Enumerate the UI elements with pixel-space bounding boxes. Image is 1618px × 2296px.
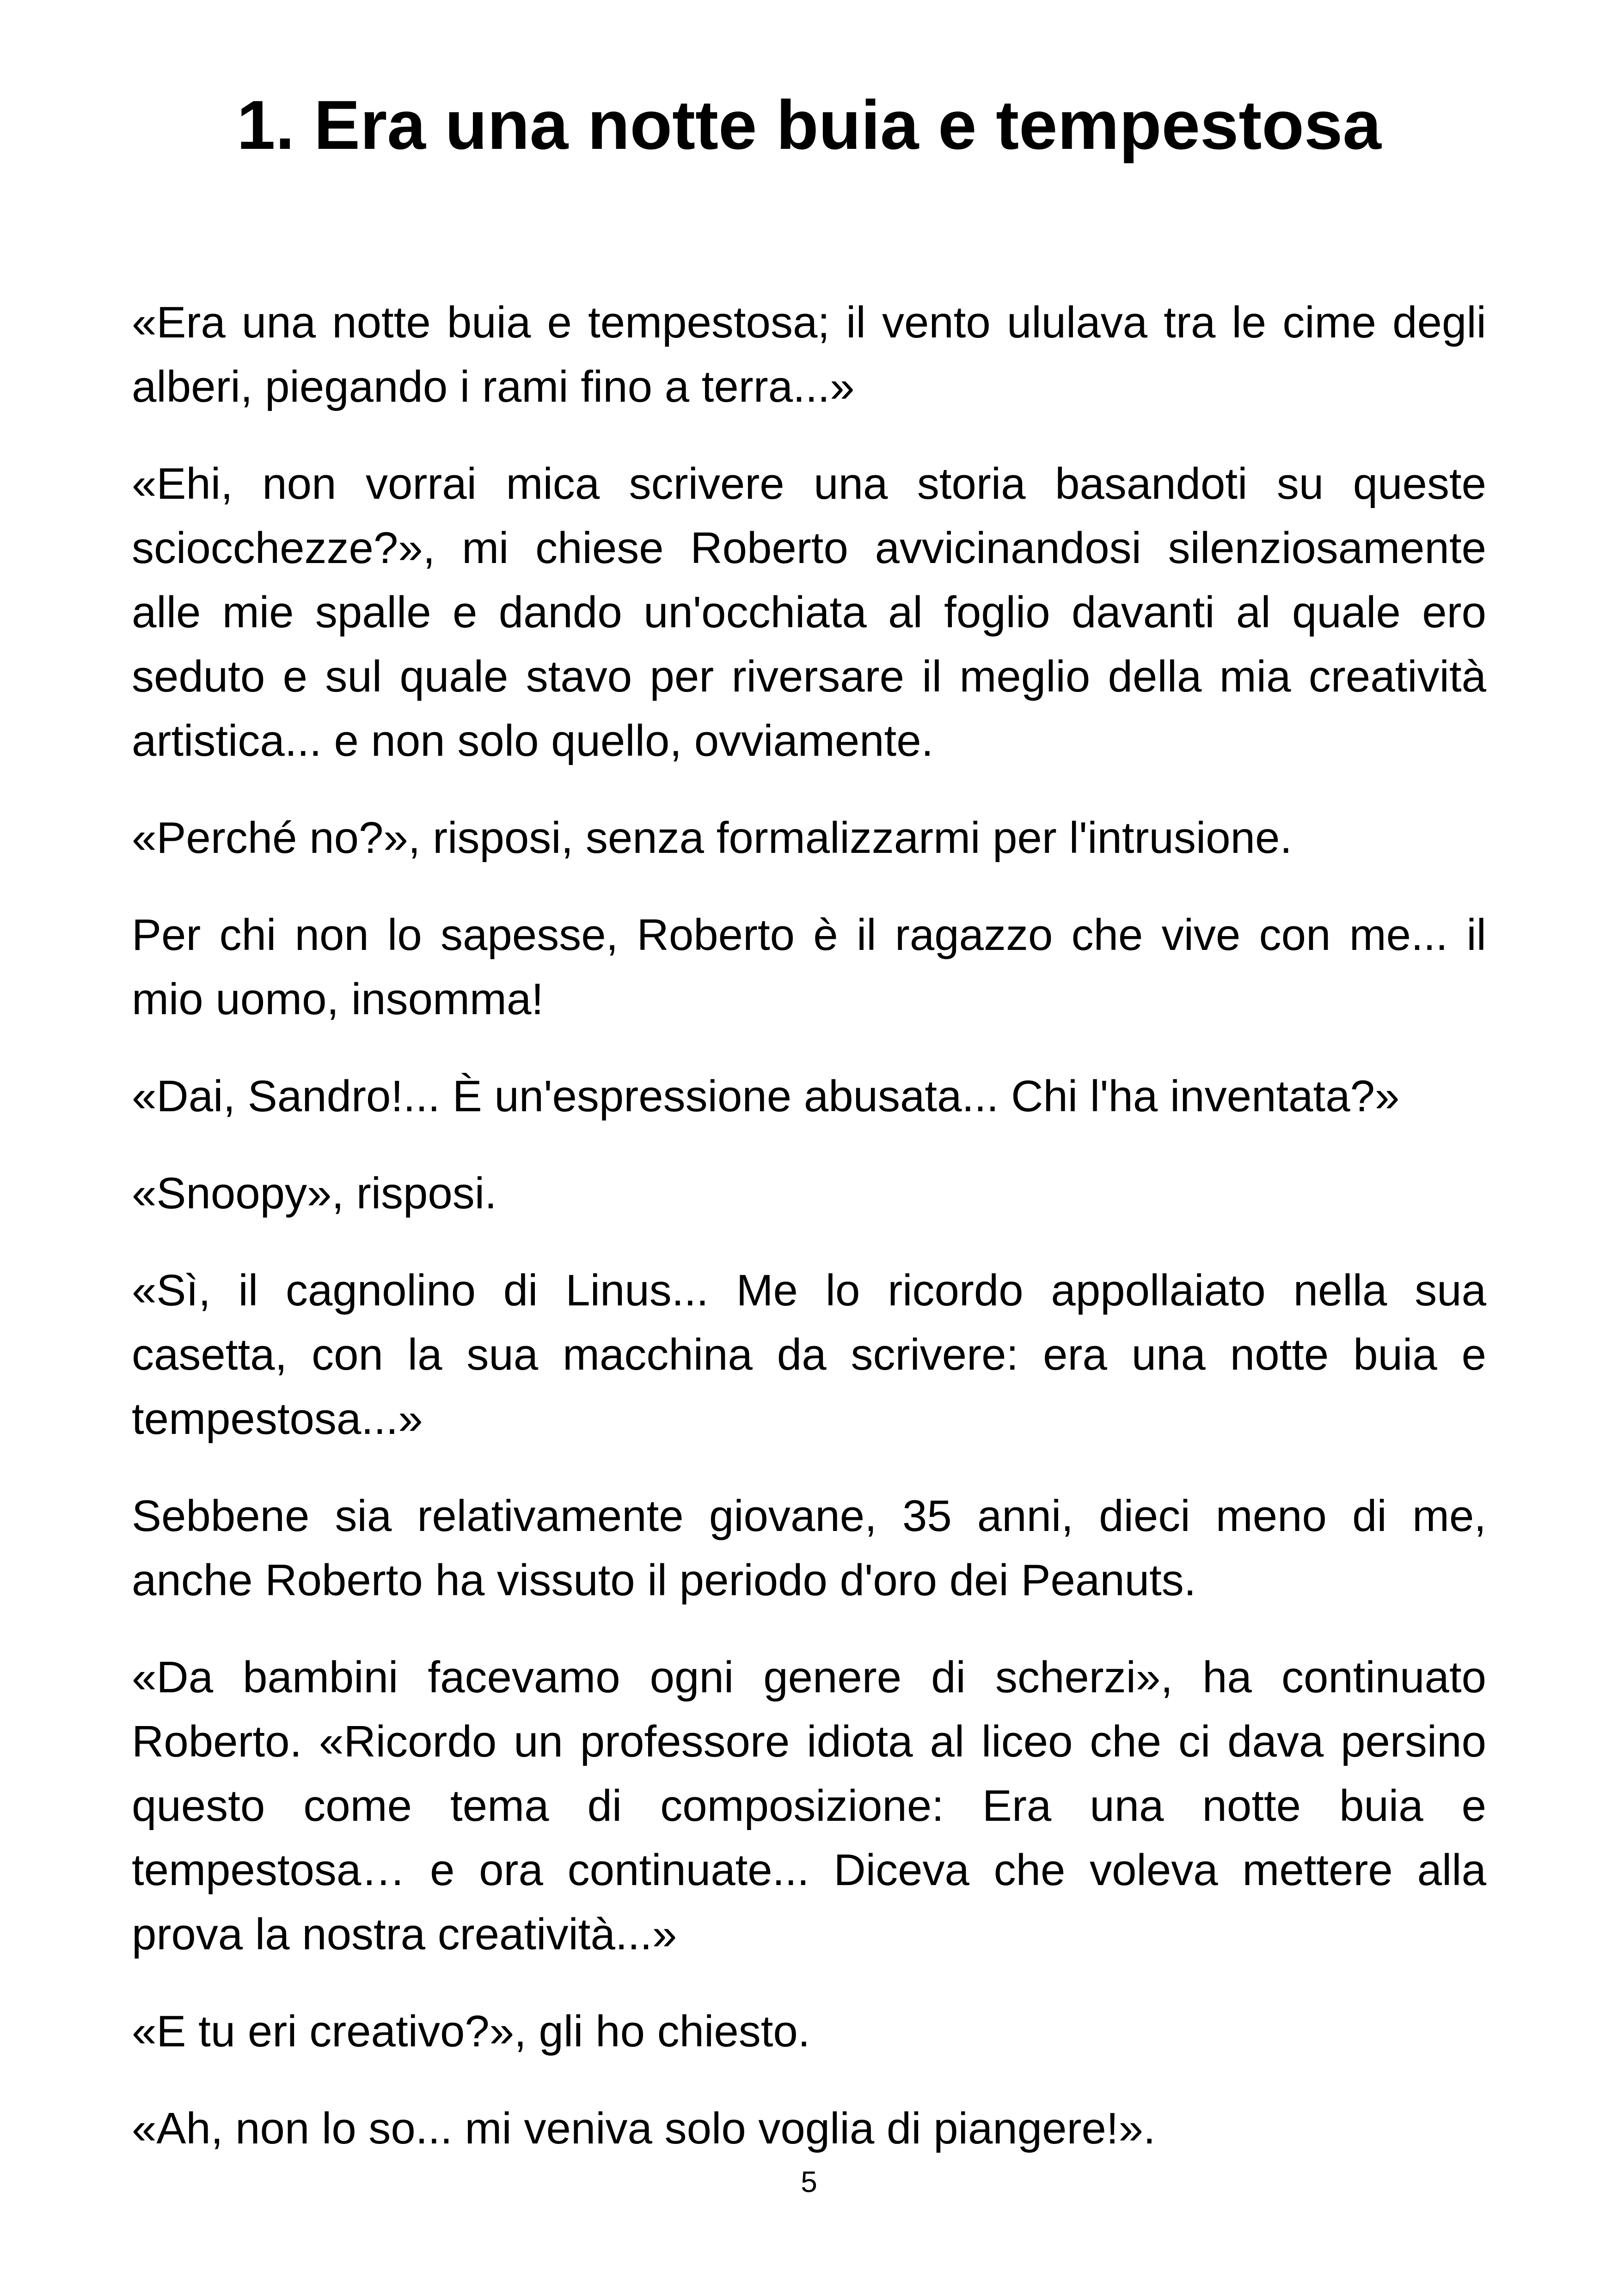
paragraph: «Sì, il cagnolino di Linus... Me lo ricordo appollaiato nella sua casetta, con la sua macchina da scrivere: era una notte buia e tempestosa...» bbox=[132, 1266, 1486, 1444]
paragraph: «Ah, non lo so... mi veniva solo voglia di piangere!». bbox=[132, 2104, 1156, 2153]
paragraph: «E tu eri creativo?», gli ho chiesto. bbox=[132, 2007, 810, 2056]
paragraph: Sebbene sia relativamente giovane, 35 anni, dieci meno di me, anche Roberto ha vissuto il periodo d'oro dei Peanuts. bbox=[132, 1491, 1486, 1605]
paragraph: «Perché no?», risposi, senza formalizzarmi per l'intrusione. bbox=[132, 813, 1293, 863]
paragraph: Per chi non lo sapesse, Roberto è il ragazzo che vive con me... il mio uomo, insomma! bbox=[132, 910, 1486, 1024]
chapter-title: 1. Era una notte buia e tempestosa bbox=[237, 86, 1381, 164]
paragraph: «Da bambini facevamo ogni genere di scherzi», ha continuato Roberto. «Ricordo un professore idiota al liceo che ci dava persino questo come tema di composizione: Era una notte buia e tempestosa… e ora continuate... Diceva che voleva mettere alla prova la nostra creatività...» bbox=[132, 1653, 1486, 1959]
paragraph: «Dai, Sandro!... È un'espressione abusata... Chi l'ha inventata?» bbox=[132, 1071, 1400, 1121]
paragraph: «Snoopy», risposi. bbox=[132, 1169, 497, 1218]
paragraph: «Ehi, non vorrai mica scrivere una storia basandoti su queste sciocchezze?», mi chiese Roberto avvicinandosi silenziosamente alle mie spalle e dando un'occhiata al foglio davanti al quale ero seduto e sul quale stavo per riversare il meglio della mia creatività artistica... e non solo quello, ovviamente. bbox=[132, 459, 1486, 765]
page-number: 5 bbox=[801, 2165, 817, 2198]
paragraph: «Era una notte buia e tempestosa; il vento ululava tra le cime degli alberi, piegando i rami fino a terra...» bbox=[132, 298, 1486, 411]
body-text bbox=[132, 290, 1486, 2193]
